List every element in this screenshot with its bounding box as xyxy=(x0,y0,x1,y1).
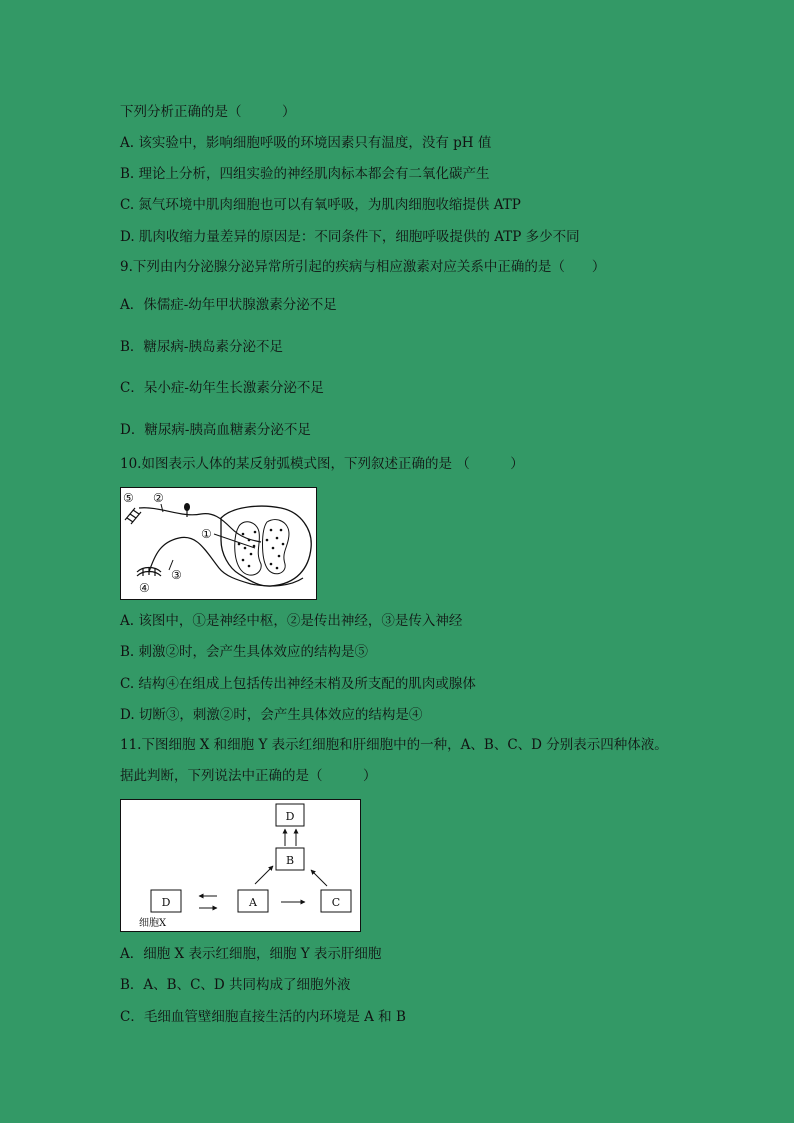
label-3: ③ xyxy=(171,568,182,582)
q10-option-d: D. 切断③，刺激②时，会产生具体效应的结构是④ xyxy=(120,707,423,723)
box-b-label: B xyxy=(285,854,295,867)
q10-option-a: A. 该图中，①是神经中枢，②是传出神经，③是传入神经 xyxy=(120,613,463,629)
arrow-c-to-b xyxy=(311,870,327,886)
q8-option-c: C. 氮气环境中肌肉细胞也可以有氧呼吸，为肌肉细胞收缩提供 ATP xyxy=(120,197,521,213)
question-10-stem: 10.如图表示人体的某反射弧模式图，下列叙述正确的是 （ ） xyxy=(120,456,524,472)
box-top-d-label: D xyxy=(285,810,295,823)
q10-option-c: C. 结构④在组成上包括传出神经末梢及所支配的肌肉或腺体 xyxy=(120,676,476,692)
label-2: ② xyxy=(153,491,164,505)
q8-option-b: B. 理论上分析，四组实验的神经肌肉标本都会有二氧化碳产生 xyxy=(120,166,490,182)
question-11-stem-line1: 11.下图细胞 X 和细胞 Y 表示红细胞和肝细胞中的一种，A、B、C、D 分别表示四种体液。 xyxy=(120,737,668,753)
receptor-structure xyxy=(125,508,141,524)
reflex-arc-drawing xyxy=(121,488,316,599)
q9-option-d: D．糖尿病-胰高血糖素分泌不足 xyxy=(120,422,311,438)
ganglion xyxy=(184,503,190,511)
grey-matter-right xyxy=(263,520,290,574)
box-c-label: C xyxy=(331,896,341,909)
q8-option-a: A. 该实验中，影响细胞呼吸的环境因素只有温度，没有 pH 值 xyxy=(120,135,492,151)
q9-option-c: C．呆小症-幼年生长激素分泌不足 xyxy=(120,380,324,396)
body-fluid-figure xyxy=(120,799,361,932)
question-9-stem: 9.下列由内分泌腺分泌异常所引起的疾病与相应激素对应关系中正确的是（ ） xyxy=(120,259,606,275)
nerve-upper xyxy=(139,508,261,542)
q11-option-c: C．毛细血管壁细胞直接生活的内环境是 A 和 B xyxy=(120,1009,406,1025)
arrow-a-to-b xyxy=(255,866,273,884)
cell-x-label: 细胞X xyxy=(139,918,167,929)
box-left-d-label: D xyxy=(161,896,171,909)
q9-option-b: B．糖尿病-胰岛素分泌不足 xyxy=(120,339,283,355)
q9-option-a: A．侏儒症-幼年甲状腺激素分泌不足 xyxy=(120,297,337,313)
q10-option-b: B. 刺激②时，会产生具体效应的结构是⑤ xyxy=(120,644,369,660)
label-5: ⑤ xyxy=(123,491,134,505)
box-a-label: A xyxy=(249,896,257,909)
reflex-arc-figure xyxy=(120,487,317,600)
label-1: ① xyxy=(201,527,212,541)
q8-option-d: D. 肌肉收缩力量差异的原因是：不同条件下，细胞呼吸提供的 ATP 多少不同 xyxy=(120,229,580,245)
grey-matter-left xyxy=(235,522,261,575)
effector-structure xyxy=(137,567,161,576)
body-fluid-drawing xyxy=(121,800,360,931)
question-11-stem-line2: 据此判断，下列说法中正确的是（ ） xyxy=(120,768,377,784)
label-4: ④ xyxy=(139,581,150,595)
question-8-stem: 下列分析正确的是（ ） xyxy=(120,104,296,120)
q11-option-b: B．A、B、C、D 共同构成了细胞外液 xyxy=(120,977,351,993)
q11-option-a: A．细胞 X 表示红细胞，细胞 Y 表示肝细胞 xyxy=(120,946,382,962)
